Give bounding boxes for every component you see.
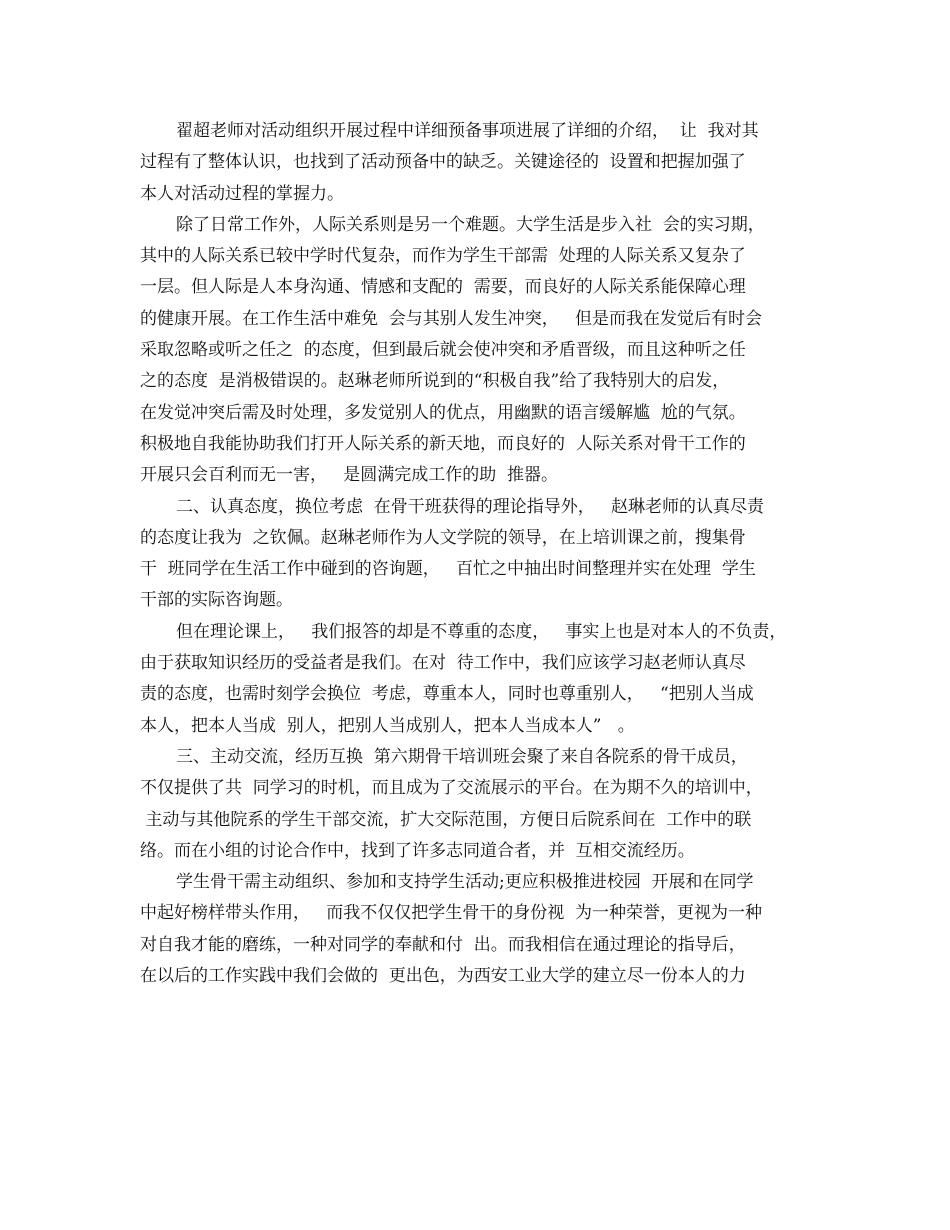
body-text bbox=[140, 116, 820, 992]
text-line: 中起好榜样带头作用， 而我不仅仅把学生骨干的身份视 为一种荣誉，更视为一种 bbox=[140, 903, 763, 924]
text-line: 由于获取知识经历的受益者是我们。在对 待工作中，我们应该学习赵老师认真尽 bbox=[140, 653, 746, 674]
text-line: 翟超老师对活动组织开展过程中详细预备事项进展了详细的介绍， 让 我对其 bbox=[176, 121, 759, 141]
text-line: 在发觉冲突后需及时处理，多发觉别人的优点，用幽默的语言缓解尴 尬的气氛。 bbox=[140, 402, 746, 423]
text-line: 本人对活动过程的掌握力。 bbox=[140, 183, 344, 204]
text-line: 积极地自我能协助我们打开人际关系的新天地，而良好的 人际关系对骨干工作的 bbox=[140, 433, 746, 454]
text-line: 过程有了整体认识，也找到了活动预备中的缺乏。关键途径的 设置和把握加强了 bbox=[140, 152, 746, 173]
text-line: 开展只会百利而无一害， 是圆满完成工作的助 推器。 bbox=[140, 465, 559, 486]
text-line: 二、认真态度，换位考虑 在骨干班获得的理论指导外， 赵琳老师的认真尽责 bbox=[176, 496, 765, 517]
text-line: 对自我才能的磨练，一种对同学的奉献和付 出。而我相信在通过理论的指导后， bbox=[140, 934, 746, 955]
text-line: 责的态度，也需时刻学会换位 考虑，尊重本人，同时也尊重别人， “把别人当成 bbox=[140, 684, 754, 705]
text-line: 主动与其他院系的学生干部交流，扩大交际范围，方便日后院系间在 工作中的联 bbox=[140, 809, 752, 830]
text-line: 不仅提供了共 同学习的时机，而且成为了交流展示的平台。在为期不久的培训中， bbox=[140, 778, 763, 799]
text-line: 其中的人际关系已较中学时代复杂，而作为学生干部需 处理的人际关系又复杂了 bbox=[140, 246, 746, 267]
text-line: 络。而在小组的讨论合作中，找到了许多志同道合者，并 互相交流经历。 bbox=[140, 840, 695, 861]
text-line: 本人，把本人当成 别人，把别人当成别人，把本人当成本人” 。 bbox=[140, 715, 635, 736]
text-line: 采取忽略或听之任之 的态度，但到最后就会使冲突和矛盾晋级，而且这种听之任 bbox=[140, 340, 746, 361]
text-line: 的态度让我为 之钦佩。赵琳老师作为人文学院的领导，在上培训课之前，搜集骨 bbox=[140, 527, 746, 548]
text-line: 但在理论课上， 我们报答的却是不尊重的态度， 事实上也是对本人的不负责， bbox=[176, 621, 787, 642]
text-line: 学生骨干需主动组织、参加和支持学生活动;更应积极推进校园 开展和在同学 bbox=[176, 872, 754, 893]
text-line: 除了日常工作外，人际关系则是另一个难题。大学生活是步入社 会的实习期， bbox=[176, 214, 765, 235]
text-line: 三、主动交流，经历互换 第六期骨干培训班会聚了来自各院系的骨干成员， bbox=[176, 746, 748, 767]
text-line: 干 班同学在生活工作中碰到的咨询题， 百忙之中抽出时间整理并实在处理 学生 bbox=[140, 559, 756, 580]
text-line: 干部的实际咨询题。 bbox=[140, 590, 293, 611]
text-line: 之的态度 是消极错误的。赵琳老师所说到的“积极自我”给了我特别大的启发， bbox=[140, 371, 730, 392]
text-line: 一层。但人际是人本身沟通、情感和支配的 需要，而良好的人际关系能保障心理 bbox=[140, 277, 746, 298]
text-line: 在以后的工作实践中我们会做的 更出色，为西安工业大学的建立尽一份本人的力 bbox=[140, 966, 746, 987]
text-line: 的健康开展。在工作生活中难免 会与其别人发生冲突， 但是而我在发觉后有时会 bbox=[140, 308, 763, 329]
